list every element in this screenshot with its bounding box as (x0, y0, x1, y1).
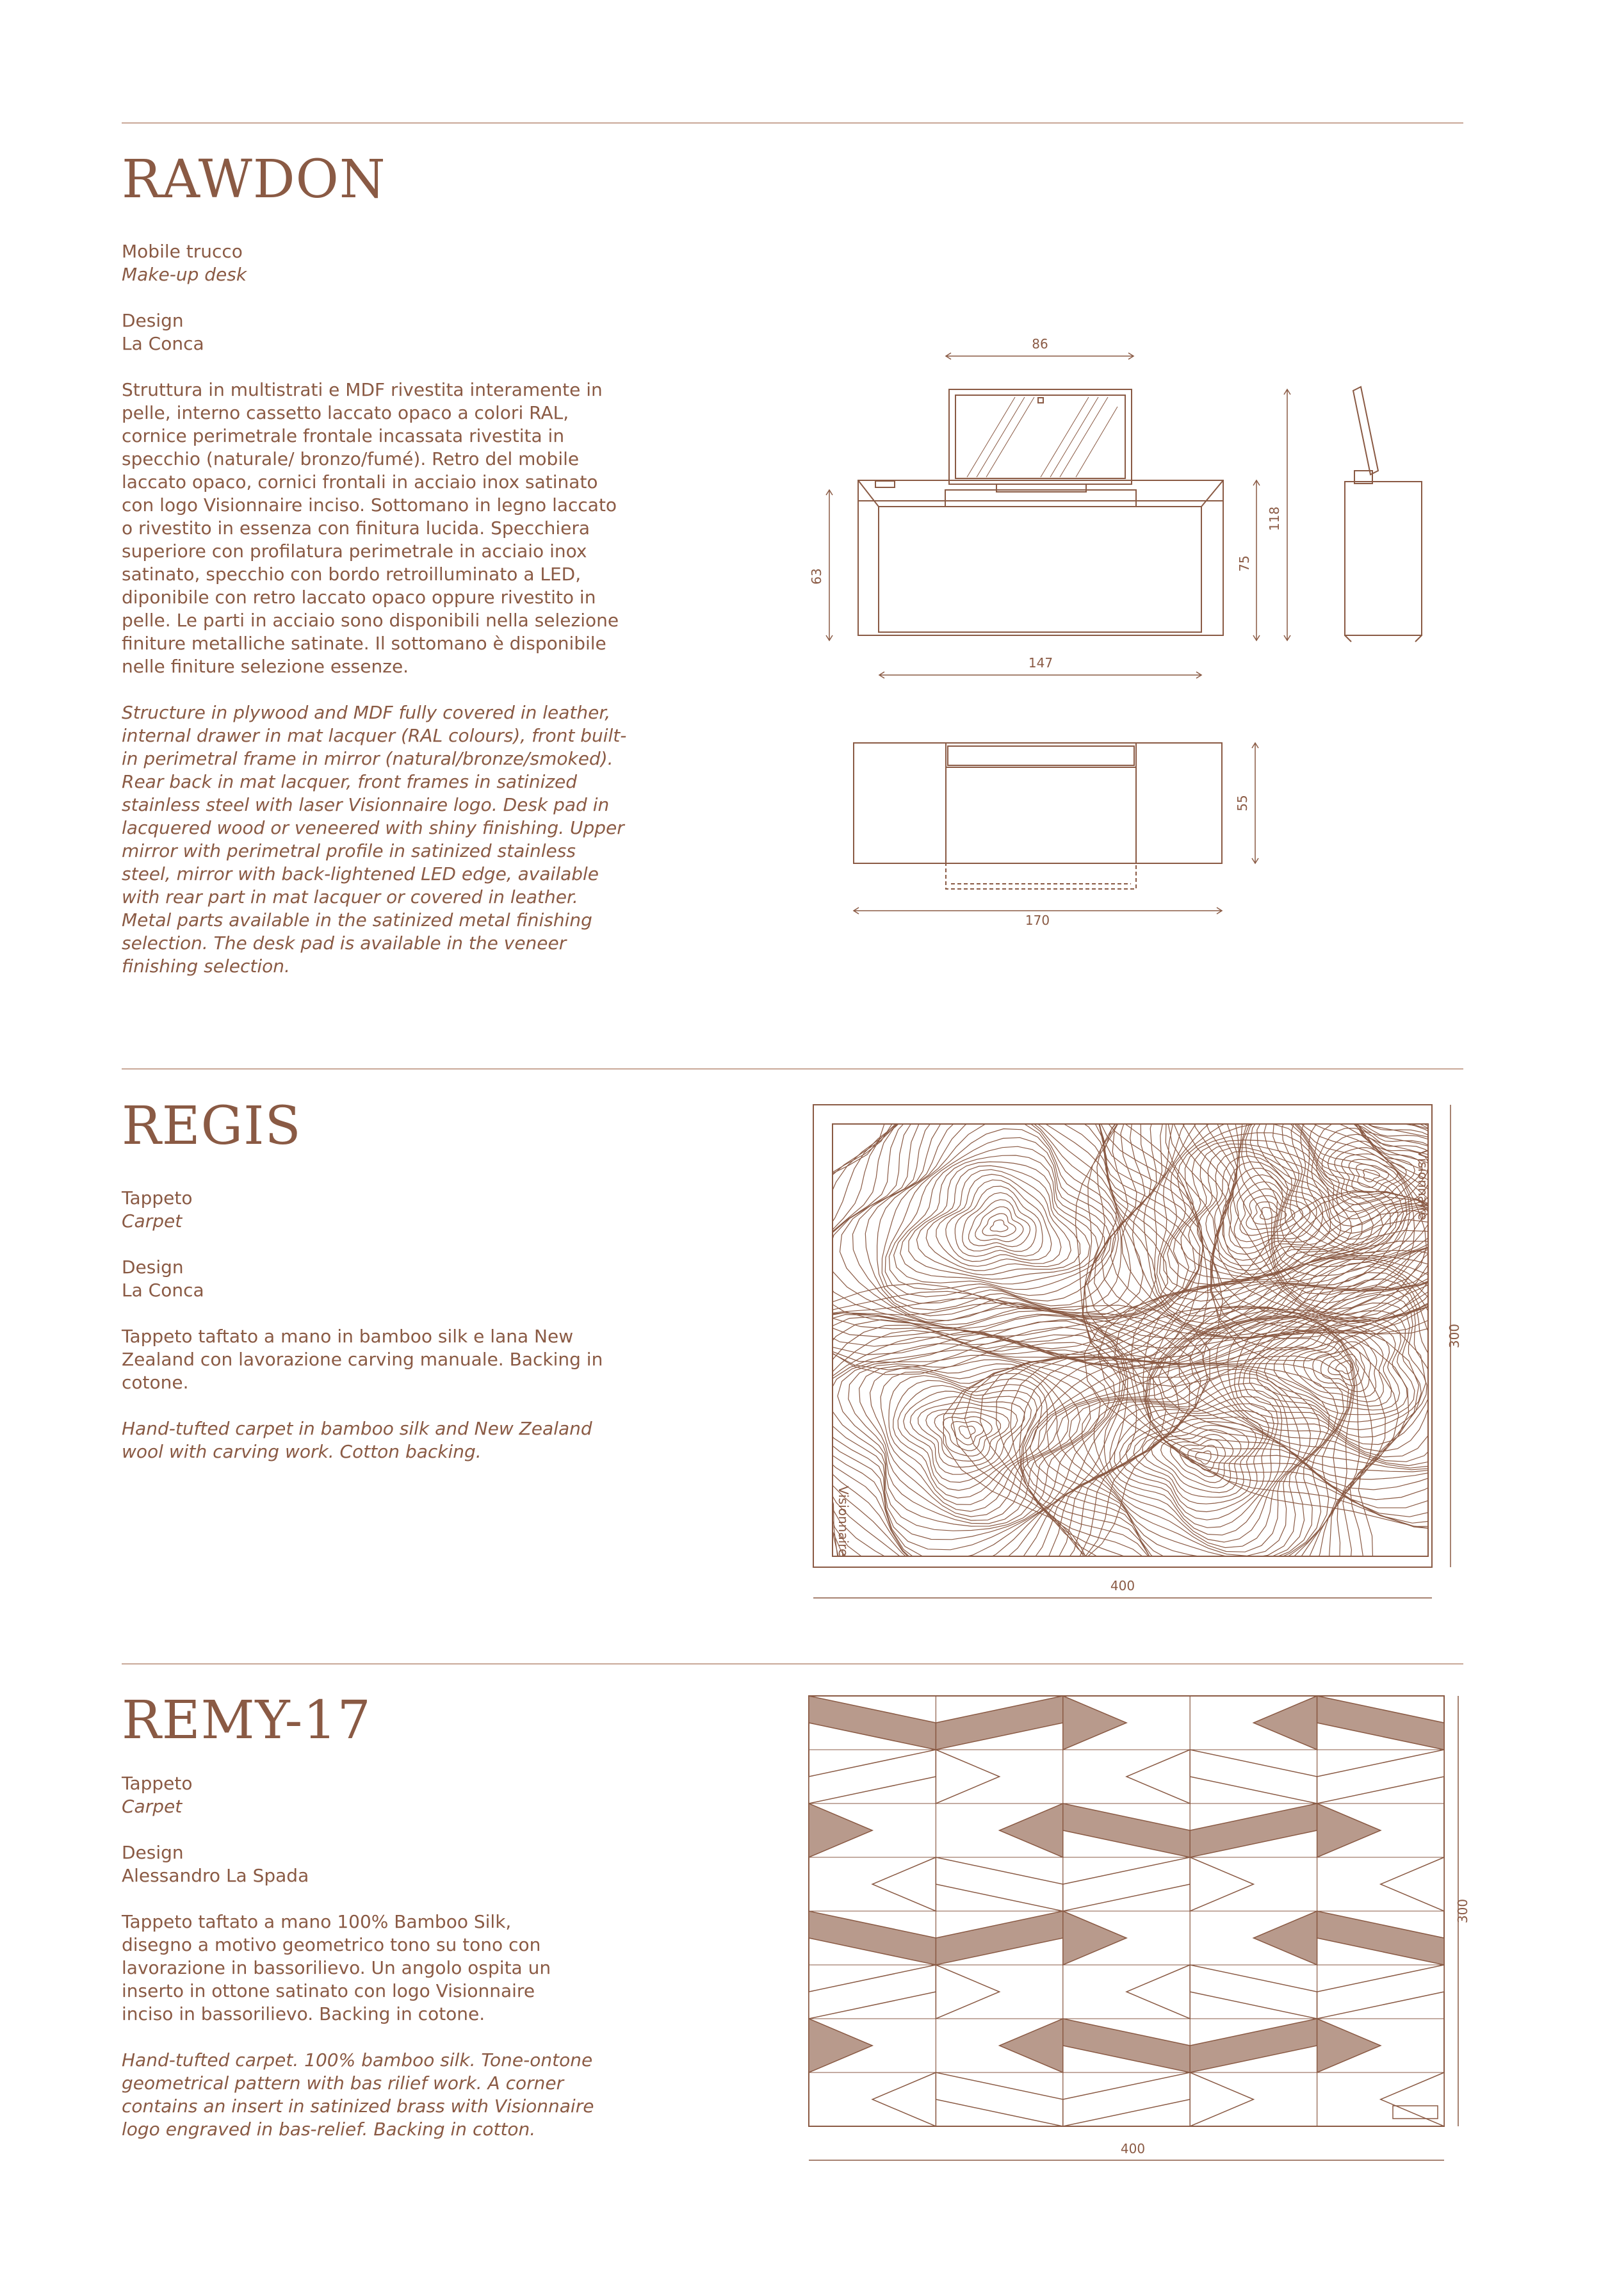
regis-dim-h: 300 (1447, 1323, 1462, 1349)
remy-dim-h: 300 (1455, 1898, 1470, 1924)
carving-line (881, 1372, 1057, 1511)
carving-line (951, 1421, 983, 1445)
rawdon-drawing (794, 333, 1486, 948)
regis-design-label: Design (122, 1257, 184, 1278)
top-rule (122, 122, 1463, 124)
carving-line (807, 1098, 1203, 1355)
regis-brand-top: Visionnaire (1415, 1150, 1431, 1221)
carving-line (1234, 1182, 1310, 1242)
regis-rule (122, 1068, 1463, 1070)
dim-mirror-height: 118 (1267, 506, 1282, 532)
carving-line (1328, 1355, 1359, 1380)
dim-depth: 55 (1235, 795, 1250, 811)
carving-line (889, 1137, 1111, 1295)
carving-line (1142, 1422, 1256, 1497)
rawdon-desc-en: Structure in plywood and MDF fully covered in leather, internal drawer in mat lacquer (RAL colours), front built-in perimetral frame in mirror (natural/bronze/smoked). Rear back in mat lacquer, front frames in satinized stainless steel with laser Visionnaire logo. Desk pad in lacquered wood or veneered with shiny finishing. Upper mirror with perimetral profile in satinized stainless steel, mirror with back-lightened LED edge, available with rear part in mat lacquer or covered in leather. Metal parts available in the satinized metal finishing selection. The desk pad is available in the veneer finishing selection. (122, 702, 627, 977)
carving-line (894, 1146, 1105, 1289)
dim-open-width: 170 (1025, 913, 1050, 928)
dim-total-height: 75 (1237, 555, 1252, 572)
carving-line (1250, 1098, 1479, 1276)
remy-desc-en: Hand-tufted carpet. 100% bamboo silk. Tone-ontone geometrical pattern with bas rilief work. A corner contains an insert in satinized brass with Visionnaire logo engraved in bas-relief. Backing in cotton. (122, 2049, 594, 2140)
regis-brand-bottom: Visionnaire (836, 1486, 851, 1557)
regis-info (122, 1187, 628, 1463)
carving-line (1356, 1164, 1389, 1187)
rawdon-design-label: Design (122, 310, 184, 331)
carving-line (1188, 1445, 1218, 1471)
carving-line (946, 1180, 1052, 1261)
regis-desc-en: Hand-tufted carpet in bamboo silk and New Zealand wool with carving work. Cotton backing. (122, 1418, 592, 1462)
carving-line (815, 1337, 1120, 1550)
regis-type-en: Carpet (122, 1210, 183, 1232)
carving-line (990, 1220, 1008, 1232)
remy-type-en: Carpet (122, 1796, 183, 1817)
carving-line (959, 1426, 975, 1439)
remy-carpet (804, 1691, 1483, 2178)
remy-design-label: Design (122, 1842, 184, 1863)
regis-dim-w: 400 (1110, 1578, 1135, 1593)
carving-line (934, 1412, 1000, 1456)
remy-desc-it: Tappeto taftato a mano 100% Bamboo Silk, disegno a motivo geometrico tono su tono con lavorazione in bassorilievo. Un angolo ospita un inserto in ottone satinato con logo Visionnaire inciso in bassorilievo. Backing in cotone. (122, 1911, 551, 2024)
carving-line (943, 1417, 993, 1451)
regis-title: REGIS (122, 1096, 302, 1157)
regis-desc-it: Tappeto taftato a mano in bamboo silk e lana New Zealand con lavorazione carving manuale. Backing in cotone. (122, 1326, 603, 1393)
remy-designer: Alessandro La Spada (122, 1865, 309, 1886)
carving-line (982, 1214, 1016, 1237)
remy-type-it: Tappeto (122, 1773, 193, 1794)
carving-line (1349, 1159, 1397, 1193)
carving-line (955, 1186, 1043, 1257)
carving-line (1126, 1411, 1269, 1512)
rawdon-designer: La Conca (122, 333, 204, 354)
remy-title: REMY-17 (122, 1690, 371, 1751)
rawdon-type-it: Mobile trucco (122, 241, 243, 262)
dim-desk-height: 63 (809, 568, 824, 585)
carving-line (1260, 1207, 1278, 1219)
remy-info (122, 1772, 628, 2141)
rawdon-type-en: Make-up desk (122, 264, 247, 285)
rawdon-info (122, 240, 628, 978)
rawdon-title: RAWDON (122, 149, 386, 210)
carving-line (810, 1325, 1126, 1570)
dim-mirror-width: 86 (1032, 336, 1048, 352)
rawdon-desc-it: Struttura in multistrati e MDF rivestita interamente in pelle, interno cassetto laccato opaco a colori RAL, cornice perimetrale frontale incassata rivestita in specchio (naturale/ bronzo/fumé). Retro del mobile laccato opaco, cornici frontali in acciaio inox satinato con logo Visionnaire inciso. Sottomano in legno laccato o rivestito in essenza con finitura lucida. Specchiera superiore con profilatura perimetrale in acciaio inox satinato, specchio con bordo retroilluminato a LED, diponibile con retro laccato opaco oppure rivestito in pelle. Le parti in acciaio sono disponibili nella selezione finiture metalliche satinate. Il sottomano è disponibile nelle finiture selezione essenze. (122, 379, 619, 677)
remy-rule (122, 1663, 1463, 1665)
dim-desk-width: 147 (1028, 655, 1053, 671)
regis-carpet (807, 1098, 1479, 1611)
remy-dim-w: 400 (1120, 2141, 1146, 2156)
regis-type-it: Tappeto (122, 1187, 193, 1209)
regis-designer: La Conca (122, 1280, 204, 1301)
carving-line (877, 1113, 1121, 1310)
